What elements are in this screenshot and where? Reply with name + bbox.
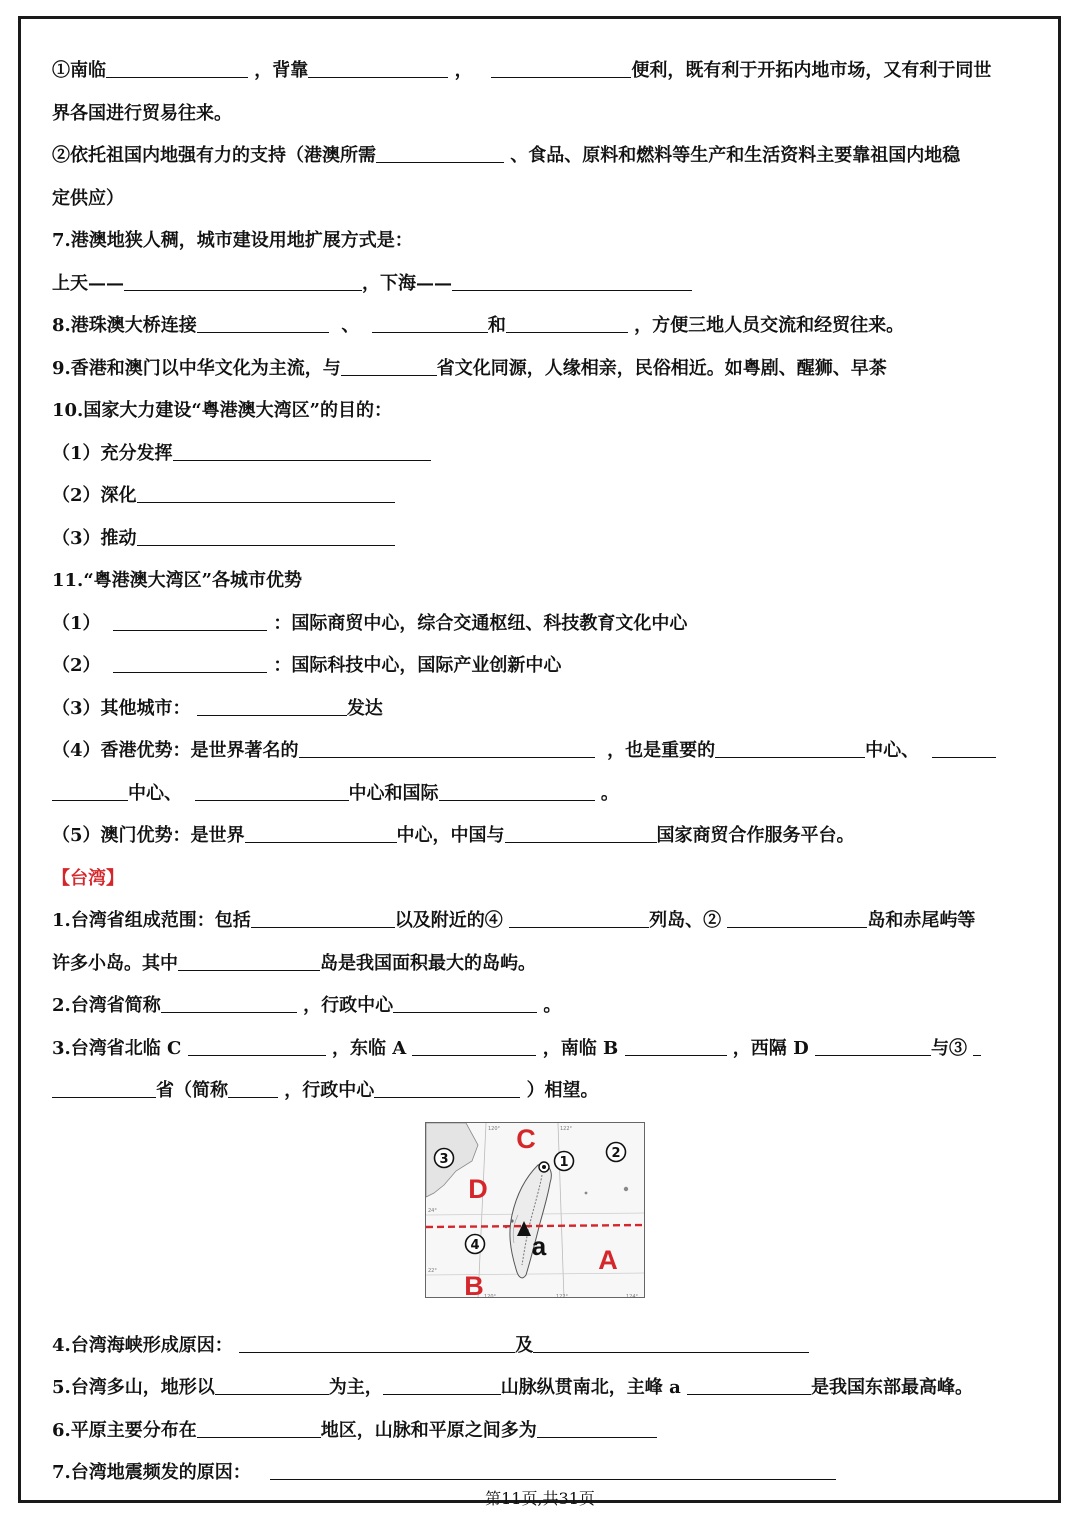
text: （2）深化 [52, 485, 137, 506]
answer-blank[interactable] [625, 1035, 727, 1056]
text: 岛是我国面积最大的岛屿。 [320, 952, 536, 974]
text: ）相望。 [526, 1080, 599, 1101]
text: 6.平原主要分布在 [52, 1419, 197, 1441]
text: （1） [52, 612, 101, 634]
answer-blank[interactable] [537, 1417, 657, 1438]
t1 [52, 900, 1027, 943]
text: 中心、 [865, 740, 920, 761]
text: 定供应） [52, 187, 124, 209]
text: ，东临 A [331, 1037, 407, 1059]
map-label-A: A [598, 1245, 618, 1275]
text: 以及附近的④ [394, 910, 503, 931]
answer-blank[interactable] [195, 780, 349, 801]
answer-blank[interactable] [137, 482, 395, 503]
text: 和 [487, 315, 506, 336]
q11-p2 [52, 645, 1027, 688]
answer-blank[interactable] [178, 950, 320, 971]
line-2 [52, 93, 1027, 136]
text: 与③ [930, 1037, 967, 1059]
answer-blank[interactable] [113, 610, 267, 631]
t3 [52, 1028, 1027, 1071]
text: （1）充分发挥 [52, 442, 173, 464]
answer-blank[interactable] [197, 695, 347, 716]
text: 列岛、② [649, 910, 722, 931]
answer-blank[interactable] [372, 312, 488, 333]
answer-blank[interactable] [197, 312, 329, 333]
map-label-B: B [464, 1271, 484, 1298]
answer-blank[interactable] [393, 992, 537, 1013]
map-label-a: a [531, 1231, 547, 1261]
text: 许多小岛。其中 [52, 952, 178, 974]
t4 [52, 1325, 1027, 1368]
answer-blank[interactable] [173, 440, 431, 461]
text: 、 [341, 315, 360, 336]
answer-blank[interactable] [687, 1374, 811, 1395]
answer-blank[interactable] [245, 822, 397, 843]
answer-blank[interactable] [509, 907, 649, 928]
text: 省文化同源，人缘相亲，民俗相近。如粤剧、醒狮、早茶 [436, 357, 887, 379]
t5 [52, 1367, 1027, 1410]
answer-blank[interactable] [188, 1035, 326, 1056]
tick-label: 22° [428, 1268, 437, 1274]
text: （3）推动 [52, 527, 137, 549]
answer-blank[interactable] [137, 525, 395, 546]
text: 8.港珠澳大桥连接 [52, 315, 197, 336]
text: 国家商贸合作服务平台。 [656, 825, 855, 846]
circled-number-3-text: 3 [439, 1152, 449, 1167]
answer-blank[interactable] [113, 652, 267, 673]
text: 便利，既有利于开拓内地市场，又有利于同世 [631, 60, 992, 81]
text: 中心、 [128, 782, 182, 804]
answer-blank[interactable] [239, 1332, 515, 1353]
line-4 [52, 178, 1027, 221]
text: 是我国东部最高峰。 [811, 1377, 974, 1398]
text: 地区，山脉和平原之间多为 [320, 1419, 537, 1441]
t6 [52, 1410, 1027, 1453]
text: 【台湾】 [52, 867, 124, 889]
answer-blank[interactable] [491, 57, 631, 78]
tick-label: 24° [428, 1208, 437, 1214]
answer-blank[interactable] [506, 312, 628, 333]
text: ①南临 [52, 60, 106, 81]
text: ，南临 B [542, 1037, 619, 1059]
text: ：国际商贸中心，综合交通枢纽、科技教育文化中心 [273, 612, 688, 634]
text: 中心，中国与 [396, 825, 505, 846]
answer-blank[interactable] [106, 57, 248, 78]
line-1 [52, 50, 1027, 93]
answer-blank[interactable] [815, 1035, 931, 1056]
q10-p3 [52, 518, 1027, 561]
text: ，行政中心 [303, 995, 394, 1016]
q11-p4 [52, 730, 1027, 773]
tick-label: 124° [626, 1294, 639, 1298]
text: 山脉纵贯南北，主峰 a [500, 1377, 681, 1398]
q11-p1 [52, 603, 1027, 646]
text: ，方便三地人员交流和经贸往来。 [634, 315, 905, 336]
answer-blank[interactable] [973, 1035, 981, 1056]
answer-blank[interactable] [341, 355, 437, 376]
circled-number-4-text: 4 [470, 1238, 480, 1253]
text: 1.台湾省组成范围：包括 [52, 910, 251, 931]
map-label-C: C [516, 1124, 536, 1154]
text: 及 [515, 1334, 534, 1356]
text: 。 [543, 995, 562, 1016]
t3-cont [52, 1070, 1027, 1113]
text: 省（简称 [156, 1080, 228, 1101]
circled-number-2-text: 2 [611, 1146, 621, 1161]
answer-blank[interactable] [251, 907, 395, 928]
answer-blank[interactable] [124, 270, 362, 291]
q10-p2 [52, 475, 1027, 518]
taipei-marker-dot [542, 1165, 546, 1169]
answer-blank[interactable] [439, 780, 595, 801]
text: 岛和赤尾屿等 [867, 910, 976, 931]
text: （2） [52, 655, 101, 676]
circled-number-1-text: 1 [559, 1155, 569, 1170]
text: 界各国进行贸易往来。 [52, 102, 232, 124]
text: ，行政中心 [284, 1080, 375, 1101]
tick-label: 122° [556, 1294, 569, 1298]
text: ，背靠 [254, 60, 309, 81]
text: 4.台湾海峡形成原因： [52, 1334, 233, 1356]
text: 为主， [328, 1377, 383, 1398]
text: ，也是重要的 [607, 740, 716, 761]
t2 [52, 985, 1027, 1028]
text: 中心和国际 [348, 782, 439, 804]
q11-p3 [52, 688, 1027, 731]
text: ，西隔 D [732, 1037, 809, 1059]
answer-blank[interactable] [505, 822, 657, 843]
answer-blank[interactable] [715, 737, 865, 758]
q7-title [52, 220, 1027, 263]
text: ②依托祖国内地强有力的支持（港澳所需 [52, 145, 376, 166]
answer-blank[interactable] [376, 142, 504, 163]
text: 10.国家大力建设“粤港澳大湾区”的目的： [52, 400, 393, 421]
taiwan-map [425, 1122, 645, 1298]
q10-p1 [52, 433, 1027, 476]
answer-blank[interactable] [52, 1077, 156, 1098]
text: 3.台湾省北临 C [52, 1037, 182, 1059]
taiwan-map-svg [426, 1123, 645, 1298]
islet [585, 1192, 588, 1195]
answer-blank[interactable] [308, 57, 448, 78]
answer-blank[interactable] [52, 780, 128, 801]
text: 上天—— [52, 272, 124, 294]
q11-p4-cont [52, 773, 1027, 816]
diaoyu-islet [624, 1187, 628, 1191]
q8 [52, 305, 1027, 348]
answer-blank[interactable] [383, 1374, 501, 1395]
tick-label: 120° [484, 1294, 497, 1298]
answer-blank[interactable] [215, 1374, 329, 1395]
tick-label: 120° [488, 1126, 501, 1132]
meridian-line [558, 1123, 564, 1298]
q7-answer [52, 263, 1027, 306]
text: 5.台湾多山，地形以 [52, 1377, 215, 1398]
text: ， [454, 60, 473, 81]
q11-title [52, 560, 1027, 603]
answer-blank[interactable] [228, 1077, 278, 1098]
q11-p5 [52, 815, 1027, 858]
answer-blank[interactable] [197, 1417, 321, 1438]
text: 9.香港和澳门以中华文化为主流，与 [52, 357, 341, 379]
answer-blank[interactable] [299, 737, 595, 758]
text: （5）澳门优势：是世界 [52, 825, 245, 846]
q9 [52, 348, 1027, 391]
answer-blank[interactable] [374, 1077, 520, 1098]
answer-blank[interactable] [161, 992, 297, 1013]
line-3 [52, 135, 1027, 178]
answer-blank[interactable] [452, 270, 692, 291]
taiwan-heading [52, 858, 1027, 901]
text: （4）香港优势：是世界著名的 [52, 740, 299, 761]
q10-title [52, 390, 1027, 433]
text: 7.港澳地狭人稠，城市建设用地扩展方式是： [52, 230, 413, 251]
text: 11.“粤港澳大湾区”各城市优势 [52, 570, 303, 591]
tick-label: 122° [560, 1126, 573, 1132]
answer-blank[interactable] [932, 737, 996, 758]
text: 2.台湾省简称 [52, 995, 161, 1016]
text: （3）其他城市： [52, 697, 191, 719]
t1-cont [52, 943, 1027, 986]
text: ：国际科技中心，国际产业创新中心 [273, 655, 562, 676]
text: 7.台湾地震频发的原因： [52, 1462, 251, 1483]
map-label-D: D [468, 1174, 488, 1204]
text: 。 [600, 782, 619, 804]
text: ，下海—— [362, 272, 452, 294]
answer-blank[interactable] [533, 1332, 809, 1353]
answer-blank[interactable] [727, 907, 867, 928]
answer-blank[interactable] [412, 1035, 536, 1056]
text: 发达 [346, 697, 383, 719]
page-footer: 第11页,共31页 [485, 1489, 595, 1508]
penghu-islet [510, 1219, 513, 1222]
answer-blank[interactable] [270, 1459, 836, 1480]
text: 、食品、原料和燃料等生产和生活资料主要靠祖国内地稳 [510, 145, 961, 166]
